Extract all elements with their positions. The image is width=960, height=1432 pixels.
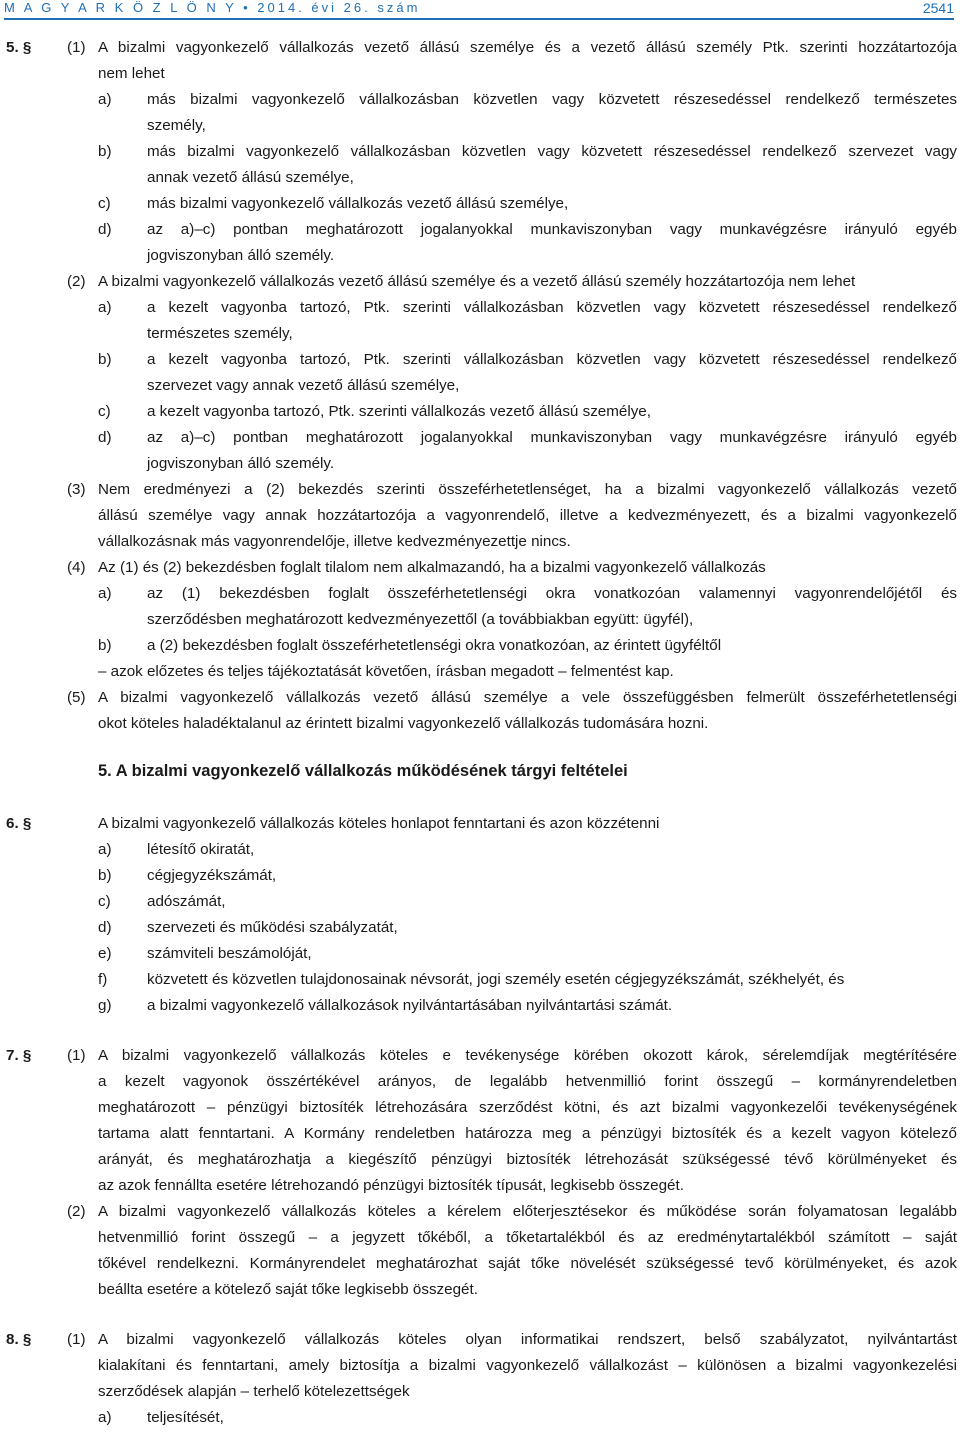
text-line: cégjegyzékszámát,	[147, 867, 277, 884]
text-line: a)	[98, 585, 112, 602]
text-line: személy,	[147, 117, 206, 134]
text-line: közvetett és közvetlen tulajdonosainak névsorát, jogi személy esetén cégjegyzékszámát, székhelyét, és	[147, 971, 845, 988]
section-heading: 5. A bizalmi vagyonkezelő vállalkozás működésének tárgyi feltételei	[98, 762, 628, 780]
text-line: b)	[98, 351, 112, 368]
text-line: b)	[98, 867, 112, 884]
text-line: A bizalmi vagyonkezelő vállalkozás vezető állású személye a vele összefüggésben felmerült összeférhetetlenségi	[98, 689, 957, 706]
text-line: d)	[98, 429, 112, 446]
text-line: (1)	[67, 1331, 86, 1348]
text-line: szerződések alapján – terhelő kötelezettségek	[98, 1383, 410, 1400]
journal-title: M A G Y A R K Ö Z L Ö N Y • 2014. évi 26. szám	[4, 0, 421, 15]
text-line: b)	[98, 637, 112, 654]
text-line: a (2) bekezdésben foglalt összeférhetetlenségi okra vonatkozóan, az érintett ügyféltől	[147, 637, 722, 654]
text-line: Nem eredményezi a (2) bekezdés szerinti összeférhetetlenséget, ha a bizalmi vagyonkezelő vállalkozás vezető	[98, 481, 957, 498]
text-line: adószámát,	[147, 893, 226, 910]
text-line: vállalkozásnak más vagyonrendelője, illetve kedvezményezettje nincs.	[98, 533, 571, 550]
text-line: A bizalmi vagyonkezelő vállalkozás köteles honlapot fenntartani és azon közzétenni	[98, 815, 660, 832]
text-line: természetes személy,	[147, 325, 293, 342]
text-line: a kezelt vagyonba tartozó, Ptk. szerinti vállalkozásban közvetlen vagy közvetett részesedéssel rendelkező	[147, 299, 957, 316]
text-line: a)	[98, 91, 112, 108]
text-line: a)	[98, 1409, 112, 1426]
text-line: (2)	[67, 273, 86, 290]
text-line: (1)	[67, 39, 86, 56]
text-line: b)	[98, 143, 112, 160]
page-header	[4, 0, 954, 20]
text-line: szervezeti és működési szabályzatát,	[147, 919, 398, 936]
text-line: (3)	[67, 481, 86, 498]
text-line: a kezelt vagyonba tartozó, Ptk. szerinti vállalkozás vezető állású személye,	[147, 403, 651, 420]
text-line: nem lehet	[98, 65, 165, 82]
paragraph-number: 6. §	[6, 815, 32, 832]
text-line: A bizalmi vagyonkezelő vállalkozás vezető állású személye és a vezető állású személy Ptk. szerinti hozzátartozója	[98, 39, 957, 56]
text-line: más bizalmi vagyonkezelő vállalkozásban közvetlen vagy közvetett részesedéssel rendelkező szervezet vagy	[147, 143, 957, 160]
text-line: a kezelt vagyonba tartozó, Ptk. szerinti vállalkozásban közvetlen vagy közvetett részesedéssel rendelkező	[147, 351, 957, 368]
text-line: jogviszonyban álló személy.	[147, 455, 335, 472]
text-line: d)	[98, 919, 112, 936]
paragraph-number: 5. §	[6, 39, 32, 56]
text-line: más bizalmi vagyonkezelő vállalkozás vezető állású személye,	[147, 195, 569, 212]
text-line: az a)–c) pontban meghatározott jogalanyokkal munkaviszonyban vagy munkavégzésre irányuló egyéb	[147, 429, 957, 446]
text-line: kialakítani és fenntartani, amely biztosítja a bizalmi vagyonkezelő vállalkozást – különösen a bizalmi vagyonkezelési	[98, 1357, 957, 1374]
text-line: beállta esetére a kötelező saját tőke legkisebb összegét.	[98, 1281, 478, 1298]
text-line: Az (1) és (2) bekezdésben foglalt tilalom nem alkalmazandó, ha a bizalmi vagyonkezelő vállalkozás	[98, 559, 766, 576]
text-line: (5)	[67, 689, 86, 706]
text-line: a)	[98, 299, 112, 316]
text-line: g)	[98, 997, 112, 1014]
text-line: (4)	[67, 559, 86, 576]
text-line: más bizalmi vagyonkezelő vállalkozásban közvetlen vagy közvetett részesedéssel rendelkező természetes	[147, 91, 957, 108]
text-line: (1)	[67, 1047, 86, 1064]
text-line: d)	[98, 221, 112, 238]
text-line: számviteli beszámolóját,	[147, 945, 312, 962]
text-line: tartama alatt fenntartani. A Kormány rendeletben határozza meg a pénzügyi biztosíték és a kezelt vagyon kötelező	[98, 1125, 957, 1142]
text-line: A bizalmi vagyonkezelő vállalkozás vezető állású személye és a vezető állású személy hozzátartozója nem lehet	[98, 273, 856, 290]
paragraph-number: 7. §	[6, 1047, 32, 1064]
text-line: – azok előzetes és teljes tájékoztatását követően, írásban megadott – felmentést kap.	[98, 663, 674, 680]
text-line: meghatározott – pénzügyi biztosíték létrehozására szerződést kötni, és azt bizalmi vagyonkezelői tevékenységének	[98, 1099, 957, 1116]
text-line: okot köteles haladéktalanul az érintett bizalmi vagyonkezelő vállalkozás tudomására hozni.	[98, 715, 709, 732]
text-line: az (1) bekezdésben foglalt összeférhetetlenségi okra vonatkozóan valamennyi vagyonrendelőjétől és	[147, 585, 957, 602]
text-line: c)	[98, 195, 111, 212]
text-line: szervezet vagy annak vezető állású személye,	[147, 377, 460, 394]
text-line: tőkével rendelkezni. Kormányrendelet meghatározhat saját tőke növelését szükségessé tevő körülményeket, és azok	[98, 1255, 957, 1272]
text-line: állású személye vagy annak hozzátartozója a vagyonrendelő, illetve a kedvezményezett, és a bizalmi vagyonkezelő	[98, 507, 957, 524]
text-line: e)	[98, 945, 112, 962]
text-line: hetvenmillió forint összegű – a jegyzett tőkéből, a tőketartalékból és az eredménytartalékból számított – saját	[98, 1229, 957, 1246]
text-line: A bizalmi vagyonkezelő vállalkozás köteles a kérelem előterjesztésekor és működése során folyamatosan legalább	[98, 1203, 957, 1220]
text-line: c)	[98, 893, 111, 910]
text-line: az a)–c) pontban meghatározott jogalanyokkal munkaviszonyban vagy munkavégzésre irányuló egyéb	[147, 221, 957, 238]
text-line: a kezelt vagyonok összértékével arányos, de legalább hetvenmillió forint összegű – kormányrendeletben	[98, 1073, 957, 1090]
text-line: arányát, és meghatározhatja a kiegészítő pénzügyi biztosíték létrehozását szükségessé tévő körülményeket és	[98, 1151, 957, 1168]
page-number: 2541	[922, 0, 954, 16]
text-line: (2)	[67, 1203, 86, 1220]
text-line: f)	[98, 971, 108, 988]
paragraph-number: 8. §	[6, 1331, 32, 1348]
text-line: a)	[98, 841, 112, 858]
text-line: az azok fennállta esetére létrehozandó pénzügyi biztosíték típusát, legkisebb összegét.	[98, 1177, 684, 1194]
text-line: c)	[98, 403, 111, 420]
text-line: A bizalmi vagyonkezelő vállalkozás köteles e tevékenysége körében okozott károk, sérelemdíjak megtérítésére	[98, 1047, 957, 1064]
text-line: annak vezető állású személye,	[147, 169, 354, 186]
text-line: jogviszonyban álló személy.	[147, 247, 335, 264]
text-line: A bizalmi vagyonkezelő vállalkozás köteles olyan informatikai rendszert, belső szabályzatot, nyilvántartást	[98, 1331, 957, 1348]
text-line: teljesítését,	[147, 1409, 224, 1426]
text-line: létesítő okiratát,	[147, 841, 255, 858]
text-line: szerződésben meghatározott kedvezményezettől (a továbbiakban együtt: ügyfél),	[147, 611, 694, 628]
text-line: a bizalmi vagyonkezelő vállalkozások nyilvántartásában nyilvántartási számát.	[147, 997, 673, 1014]
